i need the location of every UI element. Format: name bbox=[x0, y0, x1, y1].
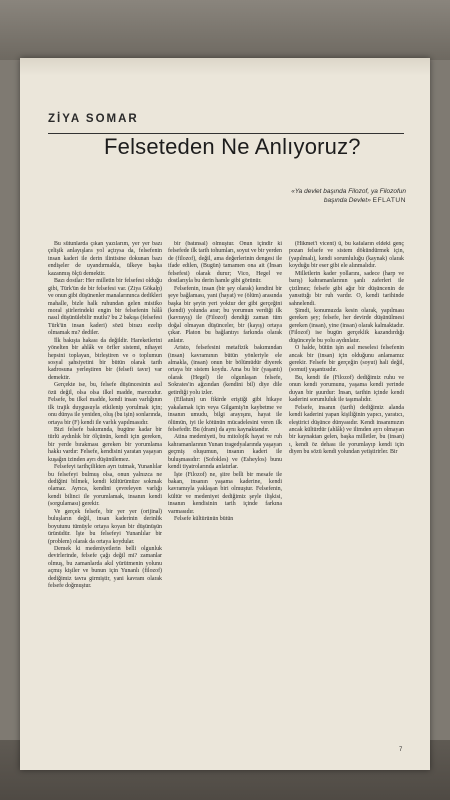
paragraph: (Eflatun) un fikirde eriştiği gibi hikaye yakalamak için veya Gilgamiş'in kaybetme ve insanın umudu, bilgi arayışını, hayat ile ölümün, iyi ile kötünün mücadelesini veren ilk felsefedir. Bu (dram) da aynı kaynaktandır. bbox=[168, 397, 282, 433]
paragraph: (Hikmet'i vicent) ü, bu kafaların eldeki genç pozan felsefe ve sistem dökündürmek için, (yapılmalı), kendi sorumluluğu (kaynak) olarak koyduğu bir eser gibi ele alınmalıdır. bbox=[289, 241, 404, 270]
paragraph: O halde, bütün işin asıl meselesi felsefenin ancak bir (insan) için olduğunu anlamamız gerekir. Felsefe bir gerçeğin (soyut) hali değil, (somut) yaşantısıdır. bbox=[289, 345, 404, 374]
paragraph: Bu, kendi ile (Filozof) dediğimiz ruhu ve onun kendi yorumunu, yaşama kendi yerinde duyan bir şuurdur: İnsan, tarihin içinde kendi kaderini sorumluluk ile taşımalıdır. bbox=[289, 374, 404, 404]
page-number: 7 bbox=[399, 747, 403, 753]
paragraph: Atina medeniyeti, bu mitolojik hayat ve ruh kahramanlarının Yunan tragedyalarında yaşayan geçmiş oluşumun, insanın kaderi ile buluşmasıdır: (Sofokles) ve (Esheylos) bunu kendi tiyatrolarında anlatırlar. bbox=[168, 434, 282, 471]
paragraph: Bazı dostlar: Her milletin bir felsefesi olduğu gibi, Türk'ün de bir felsefesi var. (Ziya Gökalp) ve onun gibi düşünenler manalarınınca dedikleri mahalle, bizle halk ruhundan gelen mistiko moral şiirlerindeki engin bir felsefenin hâlâ nasıl düşünülebilir mutlu? bu 2 bakışa (felsefesi Türk'ün insan kaderi) sözü birazı ezelip olmamak mı? dediler. bbox=[48, 278, 162, 337]
paragraph: Şimdi, konumuzda kesin olarak, yapılması gereken şey; felsefe, her devirde düşünülmesi gereken (insan), yine (insan) olarak kalmaktadır. (Filozof) ise bugün gerçeklik kazandırdığı düşünceyle bu yolu aydınlatır. bbox=[289, 307, 404, 344]
epigraph-quote: «Ya devlet başında Filozof, ya Filozofun bbox=[291, 188, 406, 195]
epigraph-source: EFLATUN bbox=[372, 196, 406, 204]
paragraph: Felsefenin, insan (bir şey olarak) kendini bir şeye bağlaması, yani (hayat) ve (ölüm) arasında başka bir şeyin yeri yoktur der gibi gerçeğini (kendi) yolunda arar; bu yorumun verdiği ilk (kavrayış) ile (Filozof) dendiği zaman tüm doğal olmayan düşünceler, bir (kayış) ortaya çıkar. Platon bu bağlantıyı farkında olarak anlatır. bbox=[168, 285, 282, 344]
paragraph: Bu sütunlarda çıkan yazılarım, yer yer bazı çelişik anlayışlara yol açtıysa da, felsefenin insan kaderi ile derin ilintisine dokunan bazı endişeler de uyandırmakla, ülkeye başka kazanmış ölçü demektir. bbox=[48, 241, 162, 277]
author-name: ZİYA SOMAR bbox=[48, 113, 139, 125]
epigraph-quote-end: başında Devlet» bbox=[323, 196, 373, 204]
text-column-1 bbox=[48, 241, 162, 746]
article-title: Felseteden Ne Anlıyoruz? bbox=[104, 134, 361, 159]
paragraph: bir (batınsal) olmuştur. Onun içindir ki felsefede ilk tarih tohumları, soyut ve bir yerden de (filozof), değil, ama değerlerinin dengesi ile ifade edilen, (Bugün) tamamen ona ait (İnsan felsefesi) olarak durur; Vico, Hegel ve dostlarıyla bu derin hamle gibi görünür. bbox=[168, 241, 282, 285]
paragraph: Aristo, felsefesini metafizik bakımından (insan) kavramının bütün yönleriyle ele almakla, (insan) onun bir bölümüdür diyerek ortaya bir sistem koydu. Ama bu bir (yaşantı) olarak (Hegel) ile olgunlaşan felsefe, Sokrates'in ağzından (kendini bil) diye dile getirdiği yolu izler. bbox=[168, 345, 282, 396]
paragraph: İlk bakışta hakası da değildir. Hareketlerini yönelten bir ahlâk ve örfler sistemi, nihayet hepsini toplayan, birleştiren ve o toplumun sosyal şahsiyetini bir bütün olarak tarih kadrosuna yerleştiren bir (felsefi tavır) var demektir. bbox=[48, 337, 162, 381]
page-fold-shadow bbox=[20, 58, 430, 76]
epigraph-quote-line2 bbox=[228, 197, 406, 206]
background-top bbox=[0, 0, 450, 60]
paragraph: İşte (Filozof) ne, şiire belli bir mesafe ile bakan, insanın yaşama kaderine, kendi kavramıyla yaklaşan biri olmuştur. Felsefenin, kültür ve medeniyet dediğimiz şeyle ilişkisi, insanın kendisinin tarih içinde farkına varmasıdır. bbox=[168, 471, 282, 515]
paragraph: Felsefeyi tarihçilikten ayrı tutmak, Yunanlılar bu felsefeyi bulmuş olsa, onun yalnızca ne dediğini bilmek, kendi kültürümüze sokmak olamaz. Ayrıca, kendini çevreleyen varlığı kendi bilinci ile yorumlamak, insanın kendi (sorgulaması) gerekir. bbox=[48, 464, 162, 508]
paragraph: Gerçekte ise, bu, felsefe düşüncesinin asıl özü değil, olsa olsa ilkel madde, mavzudur. Felsefe, bu ilkel madde, kendi insan varlığının ilk trajik duygusuyla etkilenip yorulmak için; onu dünya ile yeniden, oluş (bu işin) sonlarında, ortaya bir (F) kendi ile varlık yapılmasıdır. bbox=[48, 382, 162, 426]
paragraph: Felsefe, insanın (tarih) dediğimiz alanda kendi kaderini yapan kişiliğinin yapıcı, yaratıcı, eleştirici düşünce dünyasıdır. Kendi insanımızın ancak kültürdür (ahlâk) ve ilimden ayrı olmayan bir kaynaktan gelen, başka milletler, bu (insan) ı, kendi öz dehası ile yorumlayıp kendi için diyen bu sözü kendi yolundan yetiştirirler. Bir bbox=[289, 404, 404, 456]
paragraph: Felsefe kültürünün bütün bbox=[174, 516, 234, 523]
paragraph: Bizi felsefe bakımında, bugüne kadar bir türlü aydınlık bir ölçünün, kendi için gereken, bir yerde bırakması gereken bir yorumlama hakkı vardır: Felsefe, kendisini yaratan yaşayan kuşağın izinden ayrı düşünülemez. bbox=[48, 426, 162, 463]
paragraph: Milletlerin kader yollarını, sadece (harp ve barış) kahramanlarının şanlı zaferleri ile çizilmez; felsefe gibi ağır bir düşüncenin de yansıttığı bir ruh vardır. O, kendi tarihinde sahnelendi. bbox=[289, 270, 404, 307]
magazine-page bbox=[20, 58, 430, 770]
epigraph bbox=[228, 188, 406, 206]
paragraph: Ve gerçek felsefe, bir yer yer (orijinal) buluşların değil, insan kaderinin derinlik boyutunu tümüyle ortaya koyan bir düşünüşün ürünüdür. İşte bu felsefeyi Yunanlılar bir (problem) olarak da ortaya koydular. bbox=[48, 508, 162, 545]
paragraph: Demek ki medeniyetlerin belli olgunluk devirlerinde, felsefe çağı değil mi? zamanlar olmuş, bu zamanlarda akıl yürütmenin yolunu açmış kişiler ve bunun için Yunanlı (filozof) dediğimiz tavra girmiştir, yani kavram olarak felsefe doğmuştur. bbox=[48, 545, 162, 590]
text-column-3 bbox=[289, 241, 404, 746]
text-column-2 bbox=[168, 241, 282, 746]
